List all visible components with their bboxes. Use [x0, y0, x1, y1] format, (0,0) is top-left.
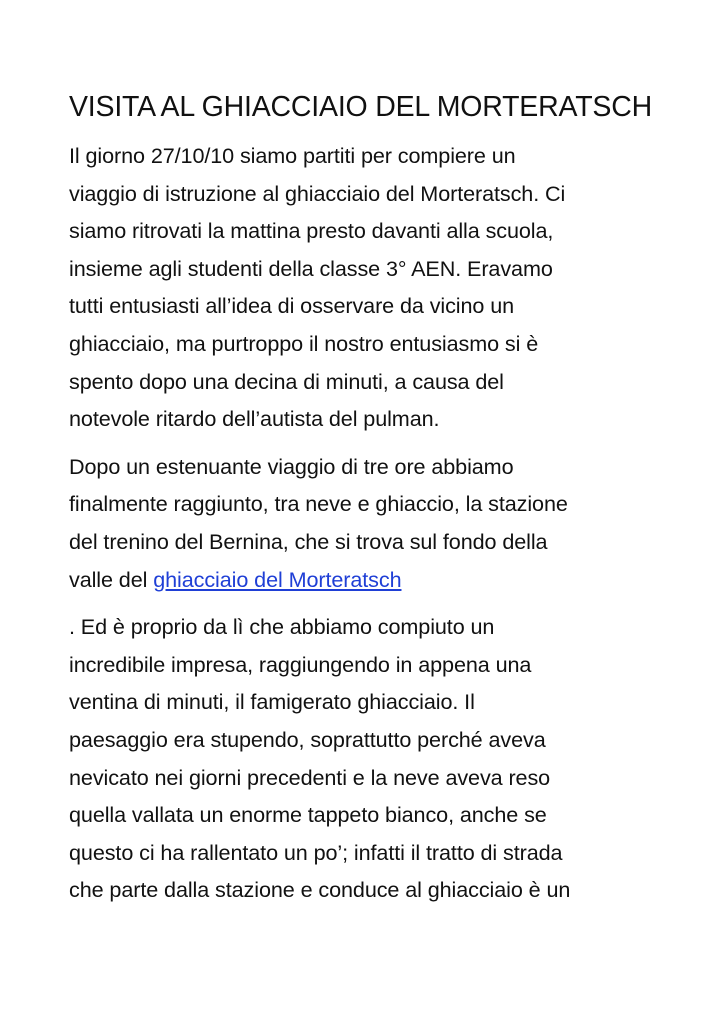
- text-line: quella vallata un enorme tappeto bianco, anche se: [69, 802, 547, 828]
- text-line: del trenino del Bernina, che si trova sul fondo della: [69, 528, 548, 554]
- text-line: ventina di minuti, il famigerato ghiacciaio. Il: [69, 689, 475, 715]
- text-line-with-link: [69, 561, 669, 599]
- text-line: Il giorno 27/10/10 siamo partiti per compiere un: [69, 143, 516, 168]
- text-line: tutti entusiasti all’idea di osservare da vicino un: [69, 293, 515, 319]
- text-line: insieme agli studenti della classe 3° AEN. Eravamo: [69, 255, 553, 281]
- text-line: ghiacciaio, ma purtroppo il nostro entusiasmo si è: [69, 330, 539, 356]
- text-line: . Ed è proprio da lì che abbiamo compiuto un: [69, 614, 495, 640]
- text-line: Dopo un estenuante viaggio di tre ore abbiamo: [69, 453, 514, 479]
- text-line: paesaggio era stupendo, soprattutto perché aveva: [69, 726, 546, 752]
- text-line: questo ci ha rallentato un po’; infatti il tratto di strada: [69, 839, 563, 865]
- text-line: spento dopo una decina di minuti, a causa del: [69, 368, 504, 394]
- document-page: [69, 88, 669, 919]
- text-line: siamo ritrovati la mattina presto davanti alla scuola,: [69, 218, 554, 244]
- text-line: che parte dalla stazione e conduce al ghiacciaio è un: [69, 877, 571, 903]
- text-line: notevole ritardo dell’autista del pulman.: [69, 406, 440, 432]
- paragraph-2: [69, 448, 669, 598]
- morteratsch-glacier-link[interactable]: ghiacciaio del Morteratsch: [153, 566, 402, 592]
- text-line: finalmente raggiunto, tra neve e ghiaccio, la stazione: [69, 491, 568, 517]
- text-line: nevicato nei giorni precedenti e la neve aveva reso: [69, 764, 551, 790]
- paragraph-1: [69, 137, 669, 438]
- text-line: incredibile impresa, raggiungendo in appena una: [69, 651, 532, 677]
- text-prefix: valle del: [69, 566, 154, 592]
- document-title: VISITA AL GHIACCIAIO DEL MORTERATSCH: [69, 91, 652, 123]
- text-line: viaggio di istruzione al ghiacciaio del Morteratsch. Ci: [69, 180, 566, 206]
- paragraph-3: [69, 608, 669, 909]
